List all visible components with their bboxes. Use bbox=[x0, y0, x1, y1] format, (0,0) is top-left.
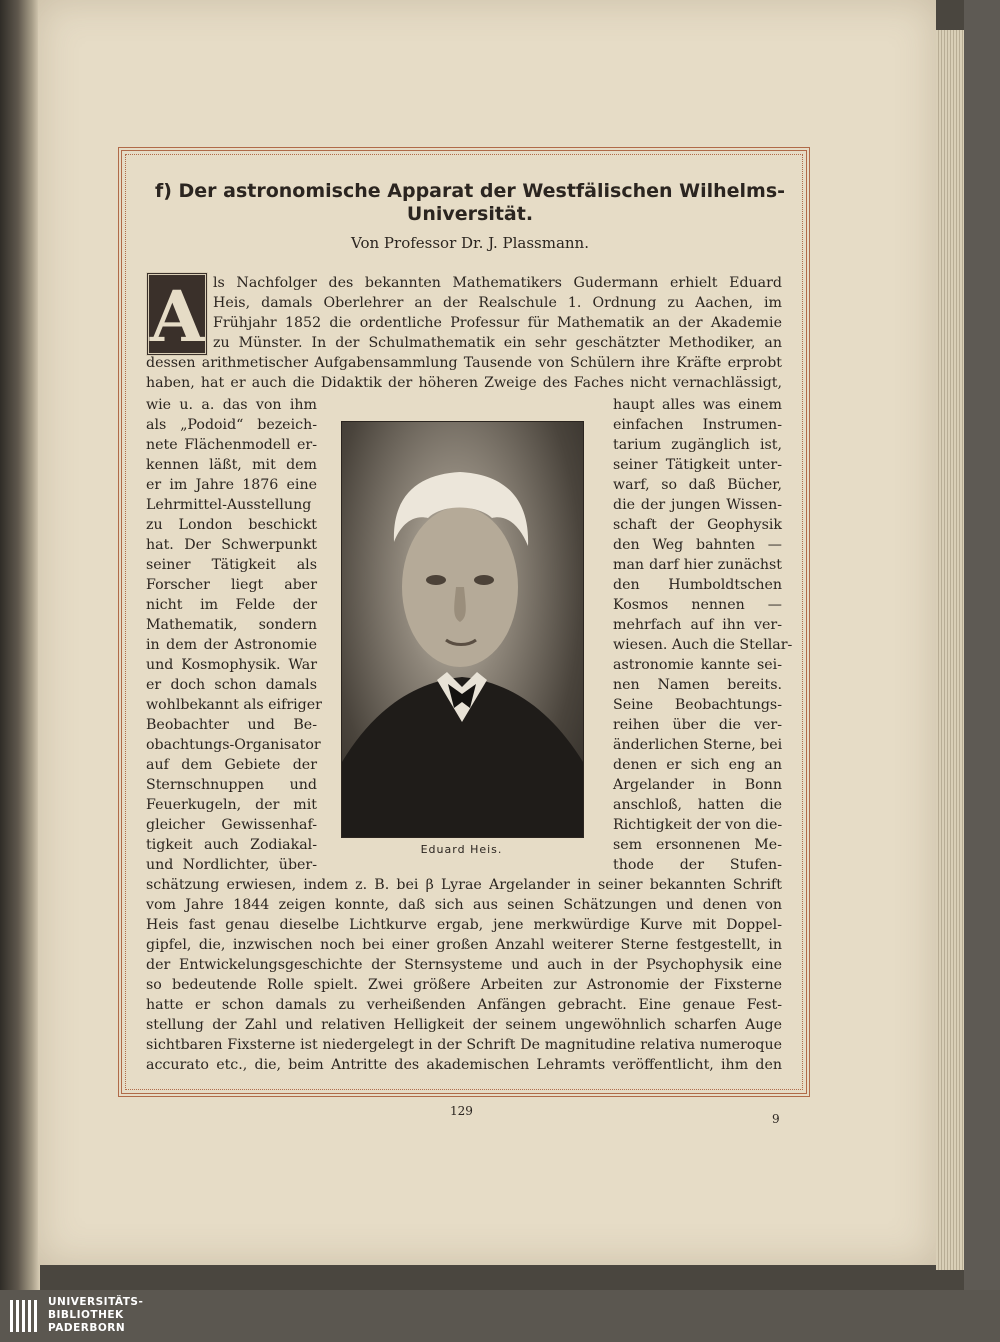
photo-caption: Eduard Heis. bbox=[420, 843, 503, 856]
left-column-line: tigkeit auch Zodiakal- bbox=[146, 837, 317, 853]
text-line: vom Jahre 1844 zeigen konnte, daß sich aus seinen Schätzungen und denen von bbox=[146, 897, 782, 913]
left-column-line: und Nordlichter, über- bbox=[146, 857, 317, 873]
right-column-line: denen er sich eng an bbox=[613, 757, 782, 773]
left-column-line: obachtungs-Organisator bbox=[146, 737, 321, 753]
left-column-line: zu London beschickt bbox=[146, 517, 317, 533]
title-line-2: Universität. bbox=[406, 203, 534, 225]
title-line-1: f) Der astronomische Apparat der Westfälischen Wilhelms- bbox=[154, 180, 786, 202]
right-column-line: änderlichen Sterne, bei bbox=[613, 737, 783, 753]
left-column-line: wie u. a. das von ihm bbox=[146, 397, 317, 413]
text-line: haben, hat er auch die Didaktik der höheren Zweige des Faches nicht vernachlässigt, bbox=[146, 375, 782, 391]
right-column-line: haupt alles was einem bbox=[613, 397, 782, 413]
text-line: accurato etc., die, beim Antritte des akademischen Lehramts veröffentlicht, ihm den bbox=[146, 1057, 782, 1073]
left-page-edge bbox=[0, 0, 40, 1290]
left-column-line: in dem der Astronomie bbox=[146, 637, 317, 653]
text-line: Heis fast genau dieselbe Lichtkurve ergab, jene merkwürdige Kurve mit Doppel- bbox=[146, 917, 782, 933]
text-line: sichtbaren Fixsterne ist niedergelegt in der Schrift De magnitudine relativa numeroque bbox=[146, 1037, 782, 1053]
right-column-line: mehrfach auf ihn ver- bbox=[613, 617, 782, 633]
left-column-line: er im Jahre 1876 eine bbox=[146, 477, 317, 493]
right-column-line: Richtigkeit der von die- bbox=[613, 817, 783, 833]
right-column-line: nen Namen bereits. bbox=[613, 677, 782, 693]
left-column-line: und Kosmophysik. War bbox=[146, 657, 317, 673]
article-title bbox=[140, 180, 800, 226]
page-number: 129 bbox=[450, 1104, 473, 1118]
right-column-line: man darf hier zunächst bbox=[613, 557, 782, 573]
library-name-line-2: BIBLIOTHEK bbox=[48, 1309, 124, 1321]
left-column-line: Lehrmittel-Ausstellung bbox=[146, 497, 312, 513]
text-line: schätzung erwiesen, indem z. B. bei β Lyrae Argelander in seiner bekannten Schrift bbox=[146, 877, 782, 893]
left-column-line: wohlbekannt als eifriger bbox=[146, 697, 322, 713]
library-name bbox=[48, 1296, 143, 1335]
right-column-line: anschloß, hatten die bbox=[613, 797, 782, 813]
right-column-line: Seine Beobachtungs- bbox=[613, 697, 782, 713]
right-column-line: reihen über die ver- bbox=[613, 717, 782, 733]
left-column-line: Sternschnuppen und bbox=[146, 777, 317, 793]
portrait-photo bbox=[341, 421, 584, 838]
text-line: so bedeutende Rolle spielt. Zwei größere Arbeiten zur Astronomie der Fixsterne bbox=[146, 977, 782, 993]
text-line: gipfel, die, inzwischen noch bei einer großen Anzahl weiterer Sterne festgestellt, in bbox=[146, 937, 782, 953]
left-column-line: hat. Der Schwerpunkt bbox=[146, 537, 317, 553]
text-line: hatte er schon damals zu verheißenden Anfängen gebracht. Eine genaue Fest- bbox=[146, 997, 782, 1013]
right-column-line: schaft der Geophysik bbox=[613, 517, 782, 533]
left-column-line: gleicher Gewissenhaf- bbox=[146, 817, 317, 833]
left-column-line: nete Flächenmodell er- bbox=[146, 437, 317, 453]
right-column-line: wiesen. Auch die Stellar- bbox=[613, 637, 793, 653]
library-logo-icon bbox=[10, 1296, 38, 1336]
right-column-line: den Weg bahnten — bbox=[613, 537, 782, 553]
left-column-line: seiner Tätigkeit als bbox=[146, 557, 317, 573]
decorative-initial: A bbox=[146, 272, 208, 356]
left-column-line: kennen läßt, mit dem bbox=[146, 457, 317, 473]
left-column-line: Forscher liegt aber bbox=[146, 577, 317, 593]
signature-mark: 9 bbox=[772, 1112, 780, 1126]
right-column-line: tarium zugänglich ist, bbox=[613, 437, 782, 453]
right-column-line: sem ersonnenen Me- bbox=[613, 837, 782, 853]
text-line: dessen arithmetischer Aufgabensammlung Tausende von Schülern ihre Kräfte erprobt bbox=[146, 355, 782, 371]
left-column-line: nicht im Felde der bbox=[146, 597, 317, 613]
text-line: der Entwickelungsgeschichte der Sternsysteme und auch in der Psychophysik eine bbox=[146, 957, 782, 973]
page-stack-edge bbox=[936, 30, 964, 1270]
left-column-line: als „Podoid“ bezeich- bbox=[146, 417, 317, 433]
right-column-line: die der jungen Wissen- bbox=[613, 497, 782, 513]
right-column-line: Kosmos nennen — bbox=[613, 597, 782, 613]
library-name-line-1: UNIVERSITÄTS- bbox=[48, 1296, 144, 1308]
library-name-line-3: PADERBORN bbox=[48, 1322, 126, 1334]
left-column-line: auf dem Gebiete der bbox=[146, 757, 317, 773]
text-line: zu Münster. In der Schulmathematik ein sehr geschätzter Methodiker, an bbox=[213, 335, 782, 351]
right-column-line: astronomie kannte sei- bbox=[613, 657, 782, 673]
text-line: Heis, damals Oberlehrer an der Realschule 1. Ordnung zu Aachen, im bbox=[213, 295, 782, 311]
author-byline: Von Professor Dr. J. Plassmann. bbox=[351, 234, 589, 252]
right-column-line: Argelander in Bonn bbox=[613, 777, 782, 793]
left-column-line: er doch schon damals bbox=[146, 677, 317, 693]
right-column-line: warf, so daß Bücher, bbox=[613, 477, 782, 493]
text-line: stellung der Zahl und relativen Helligkeit der seinem ungewöhnlich scharfen Auge bbox=[146, 1017, 782, 1033]
right-column-line: seiner Tätigkeit unter- bbox=[613, 457, 782, 473]
right-column-line: thode der Stufen- bbox=[613, 857, 782, 873]
library-footer-bar bbox=[0, 1290, 1000, 1342]
left-column-line: Feuerkugeln, der mit bbox=[146, 797, 317, 813]
left-column-line: Beobachter und Be- bbox=[146, 717, 317, 733]
book-cover-edge bbox=[964, 0, 1000, 1290]
portrait-illustration bbox=[342, 422, 583, 837]
right-column-line: den Humboldtschen bbox=[613, 577, 782, 593]
right-column-line: einfachen Instrumen- bbox=[613, 417, 782, 433]
left-column-line: Mathematik, sondern bbox=[146, 617, 317, 633]
text-line: Frühjahr 1852 die ordentliche Professur für Mathematik an der Akademie bbox=[213, 315, 782, 331]
text-line: ls Nachfolger des bekannten Mathematikers Gudermann erhielt Eduard bbox=[213, 275, 782, 291]
